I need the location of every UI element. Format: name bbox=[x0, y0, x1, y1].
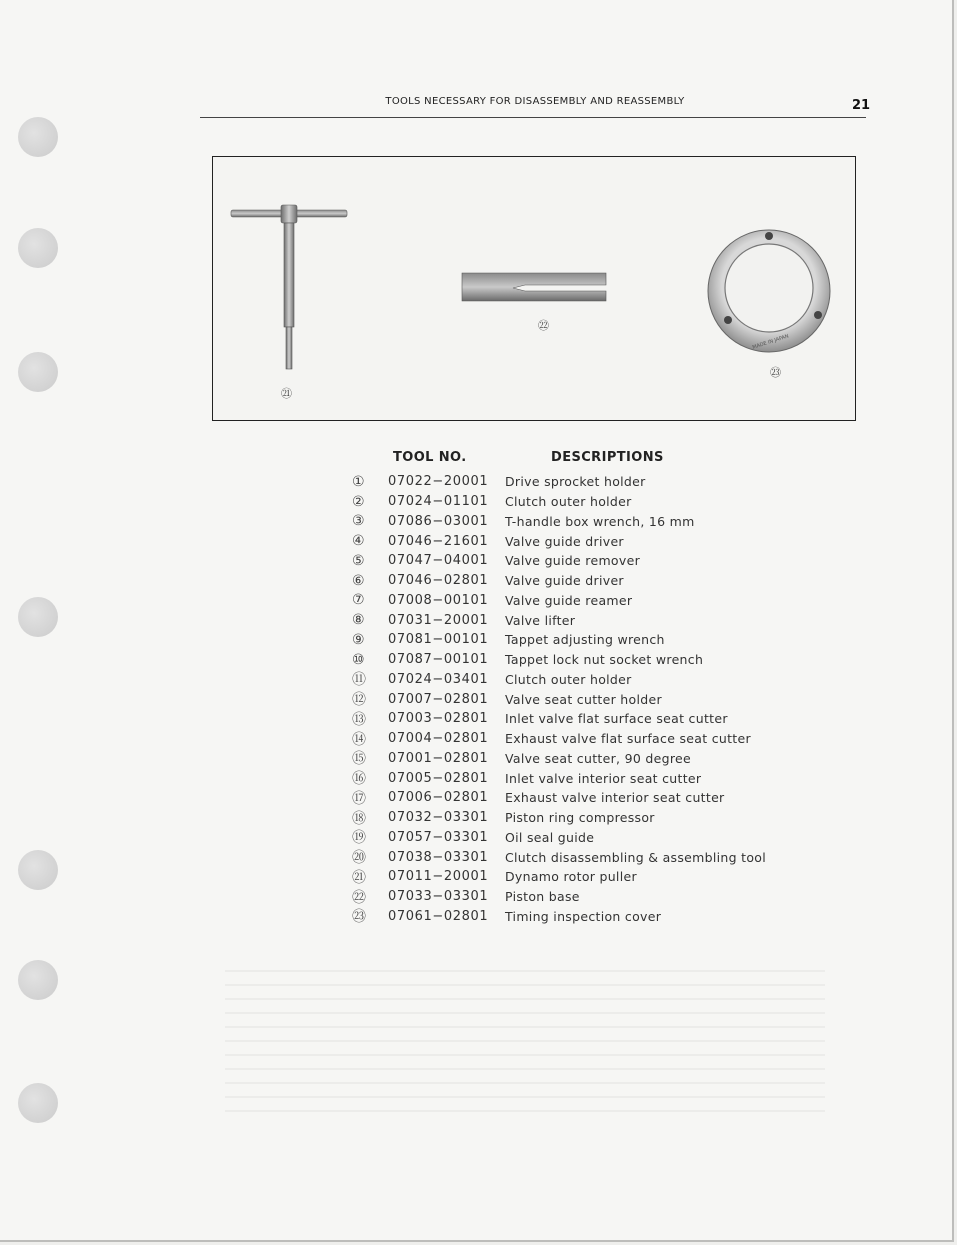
tool-code: 07046−02801 bbox=[388, 573, 489, 589]
table-row bbox=[352, 867, 772, 887]
tool-description: Valve seat cutter, 90 degree bbox=[505, 750, 691, 766]
tool-number: ㉒ bbox=[352, 889, 366, 906]
tool-code: 07006−02801 bbox=[388, 790, 489, 806]
tool-description: Valve guide reamer bbox=[505, 592, 633, 608]
tool-description: Dynamo rotor puller bbox=[505, 869, 637, 885]
column-header-descriptions: DESCRIPTIONS bbox=[551, 450, 664, 465]
tool-code: 07038−03301 bbox=[388, 849, 489, 865]
tool-number: ② bbox=[352, 493, 365, 510]
tool-number: ① bbox=[352, 473, 365, 490]
tool-code: 07081−00101 bbox=[388, 632, 489, 648]
tool-code: 07024−03401 bbox=[388, 671, 489, 687]
tool-number: ⑯ bbox=[352, 771, 366, 788]
tool-number: ⑨ bbox=[352, 631, 365, 648]
tools-illustration bbox=[213, 157, 855, 420]
table-row bbox=[352, 729, 772, 749]
table-row bbox=[352, 907, 772, 927]
tool-number: ⑩ bbox=[352, 651, 365, 668]
table-row bbox=[352, 591, 772, 611]
tool-code: 07024−01101 bbox=[388, 494, 489, 510]
tool-code: 07033−03301 bbox=[388, 889, 489, 905]
table-row bbox=[352, 828, 772, 848]
show-through-texture bbox=[225, 970, 825, 1120]
tool-description: Valve seat cutter holder bbox=[505, 691, 662, 707]
tool-code: 07061−02801 bbox=[388, 908, 489, 924]
piston-base-drawing bbox=[462, 273, 606, 301]
binder-hole bbox=[18, 117, 58, 157]
table-row bbox=[352, 551, 772, 571]
callout-22: ㉒ bbox=[538, 319, 549, 332]
tool-number: ⑧ bbox=[352, 612, 365, 629]
callout-23: ㉓ bbox=[770, 366, 781, 379]
tool-list bbox=[352, 472, 772, 926]
table-row bbox=[352, 670, 772, 690]
tool-number: ⑪ bbox=[352, 672, 366, 689]
table-row bbox=[352, 808, 772, 828]
tool-description: Exhaust valve flat surface seat cutter bbox=[505, 731, 751, 747]
tool-code: 07087−00101 bbox=[388, 652, 489, 668]
tools-figure bbox=[212, 156, 856, 421]
tool-description: Clutch outer holder bbox=[505, 671, 632, 687]
tool-number: ⑰ bbox=[352, 790, 366, 807]
tool-description: Inlet valve flat surface seat cutter bbox=[505, 711, 728, 727]
tool-code: 07086−03001 bbox=[388, 513, 489, 529]
tool-description: T-handle box wrench, 16 mm bbox=[505, 513, 695, 529]
tool-description: Drive sprocket holder bbox=[505, 474, 646, 490]
tool-code: 07022−20001 bbox=[388, 474, 489, 490]
table-row bbox=[352, 492, 772, 512]
tool-number: ⑤ bbox=[352, 552, 365, 569]
tool-description: Piston base bbox=[505, 889, 580, 905]
tool-code: 07057−03301 bbox=[388, 829, 489, 845]
tool-number: ⑱ bbox=[352, 810, 366, 827]
tool-description: Inlet valve interior seat cutter bbox=[505, 770, 702, 786]
tool-code: 07011−20001 bbox=[388, 869, 489, 885]
tool-number: ㉑ bbox=[352, 869, 366, 886]
tool-description: Clutch outer holder bbox=[505, 494, 632, 510]
table-row bbox=[352, 847, 772, 867]
tool-description: Valve guide driver bbox=[505, 573, 624, 589]
tool-number: ⑭ bbox=[352, 731, 366, 748]
tool-number: ⑫ bbox=[352, 692, 366, 709]
table-row bbox=[352, 630, 772, 650]
page-header-title: TOOLS NECESSARY FOR DISASSEMBLY AND REASSEMBLY bbox=[385, 96, 685, 107]
table-row bbox=[352, 887, 772, 907]
tool-number: ④ bbox=[352, 533, 365, 550]
tool-number: ⑲ bbox=[352, 830, 366, 847]
table-row bbox=[352, 512, 772, 532]
table-row bbox=[352, 610, 772, 630]
tool-code: 07001−02801 bbox=[388, 750, 489, 766]
binder-hole bbox=[18, 352, 58, 392]
tool-code: 07008−00101 bbox=[388, 592, 489, 608]
column-header-tool-no: TOOL NO. bbox=[393, 450, 467, 465]
tool-description: Tappet lock nut socket wrench bbox=[505, 652, 704, 668]
table-row bbox=[352, 650, 772, 670]
header-divider bbox=[200, 117, 866, 118]
tool-description: Valve guide driver bbox=[505, 533, 624, 549]
table-row bbox=[352, 531, 772, 551]
table-row bbox=[352, 571, 772, 591]
binder-hole bbox=[18, 1083, 58, 1123]
tool-code: 07031−20001 bbox=[388, 612, 489, 628]
dynamo-rotor-puller-drawing bbox=[231, 205, 347, 369]
table-row bbox=[352, 788, 772, 808]
tool-description: Exhaust valve interior seat cutter bbox=[505, 790, 725, 806]
tool-code: 07047−04001 bbox=[388, 553, 489, 569]
tool-code: 07046−21601 bbox=[388, 533, 489, 549]
timing-inspection-cover-drawing bbox=[708, 230, 830, 352]
tool-number: ⑳ bbox=[352, 850, 366, 867]
tool-number: ⑬ bbox=[352, 711, 366, 728]
binder-hole bbox=[18, 960, 58, 1000]
tool-number: ③ bbox=[352, 513, 365, 530]
tool-code: 07003−02801 bbox=[388, 711, 489, 727]
table-row bbox=[352, 689, 772, 709]
callout-21: ㉑ bbox=[281, 387, 292, 400]
tool-description: Piston ring compressor bbox=[505, 810, 655, 826]
table-row bbox=[352, 749, 772, 769]
tool-description: Tappet adjusting wrench bbox=[505, 632, 665, 648]
tool-code: 07007−02801 bbox=[388, 691, 489, 707]
page-number: 21 bbox=[852, 98, 871, 113]
tool-code: 07005−02801 bbox=[388, 770, 489, 786]
tool-description: Valve guide remover bbox=[505, 553, 641, 569]
binder-hole bbox=[18, 850, 58, 890]
tool-code: 07004−02801 bbox=[388, 731, 489, 747]
tool-number: ⑦ bbox=[352, 592, 365, 609]
tool-code: 07032−03301 bbox=[388, 810, 489, 826]
tool-description: Valve lifter bbox=[505, 612, 576, 628]
tool-description: Oil seal guide bbox=[505, 829, 595, 845]
table-row bbox=[352, 472, 772, 492]
tool-number: ㉓ bbox=[352, 909, 366, 926]
tool-number: ⑮ bbox=[352, 751, 366, 768]
table-row bbox=[352, 709, 772, 729]
tool-description: Clutch disassembling & assembling tool bbox=[505, 849, 767, 865]
cover-engraving: MADE IN JAPAN bbox=[751, 333, 790, 351]
tool-description: Timing inspection cover bbox=[505, 908, 662, 924]
table-row bbox=[352, 768, 772, 788]
binder-hole bbox=[18, 597, 58, 637]
tool-number: ⑥ bbox=[352, 572, 365, 589]
binder-hole bbox=[18, 228, 58, 268]
